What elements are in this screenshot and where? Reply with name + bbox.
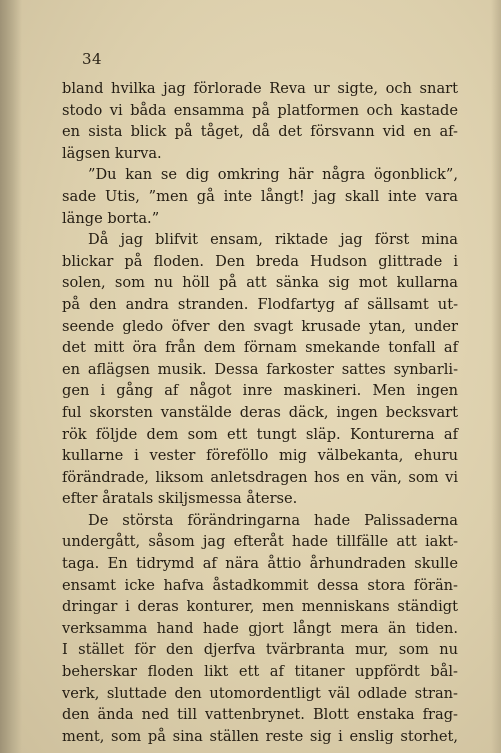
text-line: ful skorsten vanstälde deras däck, ingen becksvart bbox=[62, 403, 458, 421]
text-line: blickar på floden. Den breda Hudson glittrade i bbox=[62, 252, 458, 270]
text-line: taga. En tidrymd af nära åttio århundraden skulle bbox=[62, 555, 458, 573]
text-line: verk, sluttade den utomordentligt väl odlade stran- bbox=[62, 684, 458, 702]
text-line: beherskar floden likt ett af titaner uppfördt bål- bbox=[62, 663, 458, 681]
text-line: gen i gång af något inre maskineri. Men ingen bbox=[62, 382, 458, 400]
text-line: I stället för den djerfva tvärbranta mur, som nu bbox=[62, 641, 458, 659]
text-line: ensamt icke hafva åstadkommit dessa stora förän- bbox=[62, 576, 458, 594]
text-line: ”Du kan se dig omkring här några ögonblick”, bbox=[88, 166, 458, 184]
text-line: kullarne i vester föreföllo mig välbekanta, ehuru bbox=[62, 447, 458, 465]
text-line: dringar i deras konturer, men menniskans ständigt bbox=[62, 598, 458, 616]
text-line: bland hvilka jag förlorade Reva ur sigte, och snart bbox=[62, 80, 458, 97]
text-line: undergått, såsom jag efteråt hade tillfälle att iakt- bbox=[62, 533, 458, 551]
text-line: Då jag blifvit ensam, riktade jag först mina bbox=[88, 231, 458, 249]
text-line: verksamma hand hade gjort långt mera än tiden. bbox=[62, 619, 458, 637]
text-line: sade Utis, ”men gå inte långt! jag skall inte vara bbox=[62, 187, 458, 205]
text-line: lägsen kurva. bbox=[62, 144, 162, 162]
text-line: på den andra stranden. Flodfartyg af sällsamt ut- bbox=[62, 295, 458, 313]
text-line: den ända ned till vattenbrynet. Blott enstaka frag- bbox=[62, 706, 458, 724]
text-line: efter åratals skiljsmessa återse. bbox=[62, 490, 298, 508]
page-number: 34 bbox=[82, 50, 103, 68]
text-line: stodo vi båda ensamma på platformen och kastade bbox=[62, 101, 458, 119]
text-line: rök följde dem som ett tungt släp. Konturerna af bbox=[62, 425, 458, 443]
text-line: ment, som på sina ställen reste sig i enslig storhet, bbox=[62, 727, 458, 745]
text-line: De största förändringarna hade Palissaderna bbox=[88, 511, 458, 529]
text-line: förändrade, liksom anletsdragen hos en vän, som vi bbox=[62, 468, 458, 486]
text-line: det mitt öra från dem förnam smekande tonfall af bbox=[62, 339, 458, 357]
text-line: seende gledo öfver den svagt krusade ytan, under bbox=[62, 317, 458, 335]
book-gutter-shadow bbox=[0, 0, 22, 753]
page-edge-shadow bbox=[491, 0, 501, 753]
text-line: solen, som nu höll på att sänka sig mot kullarna bbox=[62, 274, 458, 292]
text-line: länge borta.” bbox=[62, 209, 160, 227]
text-line: en sista blick på tåget, då det försvann vid en af- bbox=[62, 123, 458, 141]
text-line: en aflägsen musik. Dessa farkoster sattes synbarli- bbox=[62, 360, 458, 378]
body-text bbox=[62, 78, 458, 747]
